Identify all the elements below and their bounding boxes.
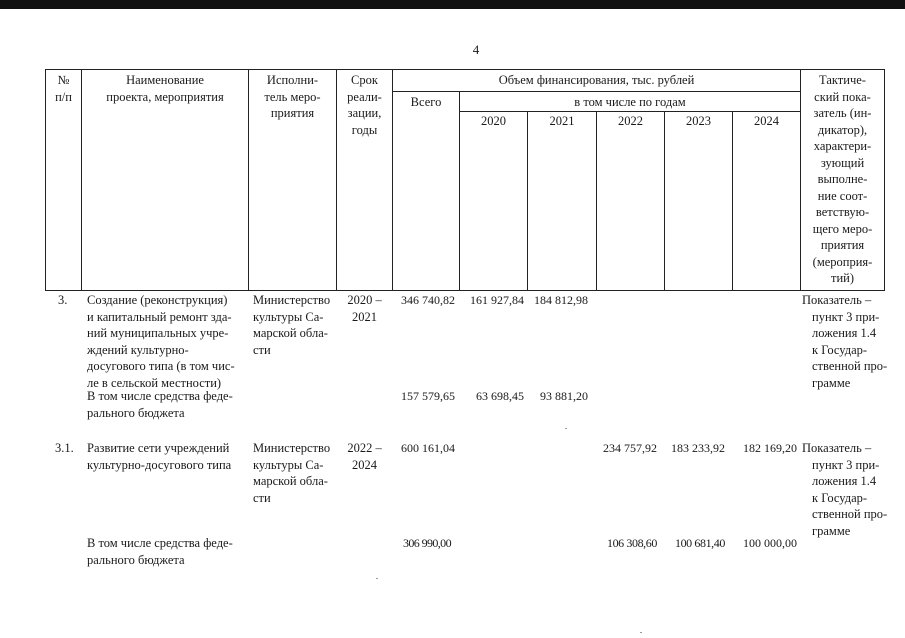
page-number: 4: [472, 42, 480, 57]
row-executor-line: Министерство: [253, 441, 331, 455]
row-indicator: [802, 292, 888, 391]
header-funding-title: Объем финансирования, тыс. рублей: [498, 73, 695, 87]
row-name-line: В том числе средства феде-: [87, 536, 233, 550]
row-name-line: ний муниципальных учре-: [87, 326, 229, 340]
header-indicator-line: затель (ин-: [813, 106, 872, 120]
header-indicator-line: ние соот-: [817, 188, 868, 203]
row-term: [337, 440, 392, 473]
row-indicator-line: грамме: [812, 375, 851, 390]
row-name-line: В том числе средства феде-: [87, 389, 233, 403]
row-name-line: ле в сельской местности): [87, 375, 222, 390]
header-executor: [249, 72, 336, 122]
row-indicator: [802, 440, 888, 539]
header-year-2024: 2024: [754, 114, 779, 128]
header-term: [337, 72, 392, 138]
row-name: [87, 440, 247, 473]
row-executor: [253, 440, 335, 506]
row-indicator-line: пункт 3 при-: [812, 457, 880, 472]
row-indicator-line: к Государ-: [812, 342, 868, 357]
header-indicator-line: дикатор),: [817, 122, 868, 137]
row-total: 346 740,82: [401, 293, 455, 307]
scan-speck: [640, 632, 642, 633]
row-indicator-line: ложения 1.4: [812, 474, 877, 488]
header-term-line: зации,: [347, 106, 382, 120]
row-term-line: 2024: [352, 457, 377, 472]
header-name-line: Наименование: [126, 73, 204, 87]
row-name-line: рального бюджета: [87, 552, 185, 567]
header-term-line: годы: [351, 122, 378, 137]
row-name: [87, 388, 247, 421]
row-executor-line: марской обла-: [253, 474, 328, 488]
header-year-2022: 2022: [618, 114, 643, 128]
header-indicator-line: зующий: [820, 155, 865, 170]
row-name-line: культурно-досугового типа: [87, 457, 232, 472]
row-executor-line: сти: [253, 490, 271, 505]
row-executor-line: культуры Са-: [253, 309, 324, 324]
row-executor-line: сти: [253, 342, 271, 357]
row-2022: 234 757,92: [603, 441, 657, 455]
row-total: 600 161,04: [401, 441, 455, 455]
row-name-line: ждений культурно-: [87, 342, 189, 357]
header-term-line: Срок: [351, 73, 378, 87]
row-executor-line: Министерство: [253, 293, 331, 307]
row-2020: 63 698,45: [476, 389, 524, 403]
row-total: 157 579,65: [401, 389, 455, 403]
row-2024: 100 000,00: [743, 536, 797, 550]
row-number: 3.: [58, 293, 68, 307]
row-name-line: и капитальный ремонт зда-: [87, 309, 232, 324]
row-indicator-line: пункт 3 при-: [812, 309, 880, 324]
header-no-line: п/п: [55, 89, 72, 104]
header-indicator-line: выполне-: [817, 172, 868, 186]
header-indicator-line: щего меро-: [812, 221, 873, 236]
row-indicator-line: ственной про-: [812, 507, 888, 521]
row-2022: 106 308,60: [606, 536, 657, 550]
row-2023: 100 681,40: [674, 536, 725, 550]
row-name-line: рального бюджета: [87, 405, 185, 420]
row-indicator-line: грамме: [812, 523, 851, 538]
row-name: [87, 292, 247, 391]
row-2020: 161 927,84: [470, 293, 524, 307]
header-indicator: [801, 72, 884, 287]
row-executor-line: культуры Са-: [253, 457, 324, 472]
header-year-2021: 2021: [549, 114, 575, 128]
row-total: 306 990,00: [402, 536, 451, 550]
header-indicator-line: ский пока-: [814, 89, 871, 104]
row-2021: 184 812,98: [534, 293, 588, 307]
scan-speck: [565, 428, 567, 429]
row-name: [87, 535, 247, 568]
header-indicator-line: ветствую-: [815, 205, 870, 219]
header-executor-line: тель меро-: [264, 89, 321, 104]
row-term-line: 2020 –: [347, 293, 382, 307]
header-no: [46, 72, 81, 105]
row-name-line: Создание (реконструкция): [87, 293, 228, 307]
header-by-years: в том числе по годам: [574, 95, 686, 109]
row-name-line: досугового типа (в том чис-: [87, 359, 235, 373]
row-indicator-line: Показатель –: [802, 441, 872, 455]
scan-edge-bar: [0, 0, 905, 9]
scan-speck: [376, 578, 378, 579]
header-indicator-line: тий): [830, 271, 854, 285]
row-term-line: 2021: [352, 309, 377, 324]
row-indicator-line: ственной про-: [812, 359, 888, 373]
header-indicator-line: (мероприя-: [812, 254, 873, 269]
header-executor-line: приятия: [270, 106, 315, 120]
row-term-line: 2022 –: [347, 441, 382, 455]
row-name-line: Развитие сети учреждений: [87, 441, 230, 455]
row-number: 3.1.: [55, 441, 74, 455]
row-2023: 183 233,92: [671, 441, 725, 455]
header-indicator-line: приятия: [820, 238, 865, 252]
header-year-2023: 2023: [686, 114, 711, 128]
header-name-line: проекта, мероприятия: [106, 89, 224, 104]
header-term-line: реали-: [347, 89, 382, 104]
header-no-line: №: [57, 73, 70, 87]
header-executor-line: Исполни-: [266, 73, 319, 87]
header-indicator-line: Тактиче-: [819, 73, 866, 87]
row-2021: 93 881,20: [540, 389, 588, 403]
header-total: Всего: [410, 95, 442, 109]
row-executor: [253, 292, 335, 358]
header-indicator-line: характери-: [813, 139, 872, 153]
row-indicator-line: Показатель –: [802, 293, 872, 307]
header-year-2020: 2020: [481, 114, 506, 128]
row-executor-line: марской обла-: [253, 326, 328, 340]
row-term: [337, 292, 392, 325]
row-indicator-line: к Государ-: [812, 490, 868, 505]
row-2024: 182 169,20: [743, 441, 797, 455]
row-indicator-line: ложения 1.4: [812, 326, 877, 340]
header-name: [82, 72, 248, 105]
